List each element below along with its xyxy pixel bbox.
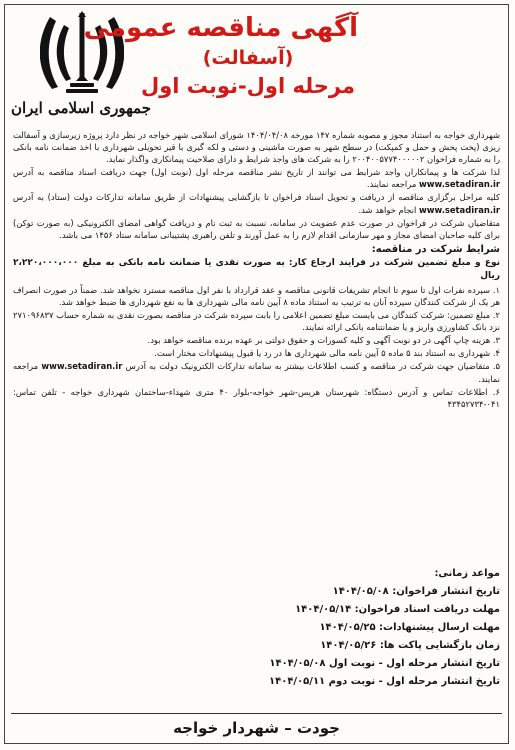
documents-text: لذا شرکت ها و پیمانکاران واجد شرایط می توانند از تاریخ نشر مناقصه مرحله اول (نوبت اول) جهت دریافت اسناد مناقصه به آدرس	[13, 167, 500, 178]
schedule-row: زمان بازگشایی پاکت ها: ۱۴۰۴/۰۵/۲۶	[320, 640, 500, 651]
notice-body	[13, 129, 500, 411]
conditions-heading: شرایط شرکت در مناقصه:	[371, 243, 500, 255]
documents-text-end: مراجعه نمایند.	[366, 179, 417, 190]
condition-item-2: ۲. مبلغ تضمین: شرکت کنندگان می بایست مبلغ تضمین اعلامی را بابت سپرده شرکت در مناقصه بصورت نقدی به شماره حساب ۲۷۱۰۹۶۸۳۷ نزد بانک کشاورزی واریز و یا ضمانتنامه بانکی ارائه نمایند.	[13, 310, 500, 333]
schedule-row: تاریخ انتشار مرحله اول - نوبت دوم ۱۴۰۴/۰۵/۱۱	[269, 676, 500, 687]
condition-item-6: ۶. اطلاعات تماس و آدرس دستگاه: شهرستان هریس-شهر خواجه-بلوار ۴۰ متری شهداء-ساختمان شهرداری خواجه - تلفن تماس: ۰۴۱-۴۳۴۵۲۷۳۴	[13, 386, 500, 409]
schedule-row: مهلت ارسال پیشنهادات: ۱۴۰۴/۰۵/۲۵	[319, 622, 500, 633]
setad-link-2[interactable]: www.setadiran.ir	[419, 204, 500, 215]
setad-link-3[interactable]: www.setadiran.ir	[41, 361, 123, 372]
registration-paragraph: متقاضیان شرکت در فراخوان در صورت عدم عضویت در سامانه، نسبت به ثبت نام و دریافت گواهی امضای الکترونیکی (به صورت توکن) برای کلیه صاحبان امضای مجاز و مهر سازمانی اقدام لازم را به عمل آورند و تلفن راهبری پشتیبانی سامانه ستاد ۱۴۵۶ می باشد.	[13, 217, 500, 240]
setad-link[interactable]: www.setadiran.ir	[419, 179, 500, 190]
schedule-block	[200, 565, 500, 691]
process-text: کلیه مراحل برگزاری مناقصه از دریافت و تحویل اسناد فراخوان تا بازگشایی پیشنهادات از طریق سامانه تدارکات دولت (ستاد) به آدرس	[13, 192, 500, 203]
republic-label: جمهوری اسلامی ایران	[10, 99, 151, 117]
schedule-heading: مواعد زمانی:	[434, 568, 500, 579]
title-block	[83, 11, 358, 101]
condition-item-3: ۳. هزینه چاپ آگهی در دو نوبت آگهی و کلیه کسورات و حقوق دولتی بر عهده برنده مناقصه خواهد بود.	[147, 335, 500, 346]
documents-paragraph	[13, 166, 500, 190]
schedule-row: مهلت دریافت اسناد فراخوان: ۱۴۰۴/۰۵/۱۴	[295, 604, 500, 615]
tender-notice	[4, 4, 509, 744]
guarantee-line: نوع و مبلغ تضمین شرکت در فرایند ارجاع کار: به صورت نقدی یا ضمانت نامه بانکی به مبلغ ۲،۲۲۰،۰۰۰،۰۰۰ ریال	[13, 257, 500, 281]
process-paragraph	[13, 191, 500, 215]
footer-divider	[11, 713, 502, 714]
notice-subtitle: (آسفالت)	[202, 47, 294, 69]
condition-item-5	[13, 360, 500, 384]
notice-phase: مرحله اول-نوبت اول	[141, 74, 355, 98]
condition-item-5-end: مراجعه نمایند.	[13, 361, 500, 384]
notice-title: آگهی مناقصه عمومی	[83, 13, 358, 43]
notice-header	[5, 5, 508, 127]
schedule-row: تاریخ انتشار فراخوان: ۱۴۰۴/۰۵/۰۸	[332, 586, 500, 597]
signature-line: جودت – شهردار خواجه	[173, 719, 340, 737]
process-text-end: انجام خواهد شد.	[358, 204, 417, 215]
condition-item-5-text: ۵. متقاضیان جهت شرکت در مناقصه و کسب اطلاعات بیشتر به سامانه تدارکات الکترونیک دولت به آدرس	[125, 361, 500, 372]
schedule-row: تاریخ انتشار مرحله اول - نوبت اول ۱۴۰۴/۰۵/۰۸	[269, 658, 500, 669]
condition-item-4: ۴. شهرداری به استناد بند ۵ ماده ۵ آیین نامه مالی شهرداری ها در رد یا قبول پیشنهادات مختار است.	[154, 348, 500, 359]
condition-item-1: ۱. سپرده نفرات اول تا سوم تا انجام تشریفات قانونی مناقصه و عقد قرارداد با نفر اول مناقصه مسترد نخواهد شد. ضمناً در صورت انصراف هر یک از شرکت کنندگان سپرده آنان به ترتیب به استناد ماده ۸ آیین نامه مالی شهرداری ها به نفع شهرداری ها ضبط خواهد شد.	[13, 284, 500, 307]
intro-paragraph: شهرداری خواجه به استناد مجوز و مصوبه شماره ۱۴۷ مورخه ۱۴۰۴/۰۴/۰۸ شورای اسلامی شهر خواجه در نظر دارد پروژه زیرسازی و آسفالت ریزی (پخت پخش و حمل و کمپکت) در سطح شهر به صورت ماشینی و دستی و لکه گیری با قیر تحویلی شهرداری با اخذ ضمانت نامه بانکی را به شماره فراخوان ۲۰۰۴۰۰۵۷۷۴۰۰۰۰۰۲ را به شرکت های واجد شرایط و دارای صلاحیت پیمانکاری واگذار نماید.	[13, 130, 500, 165]
